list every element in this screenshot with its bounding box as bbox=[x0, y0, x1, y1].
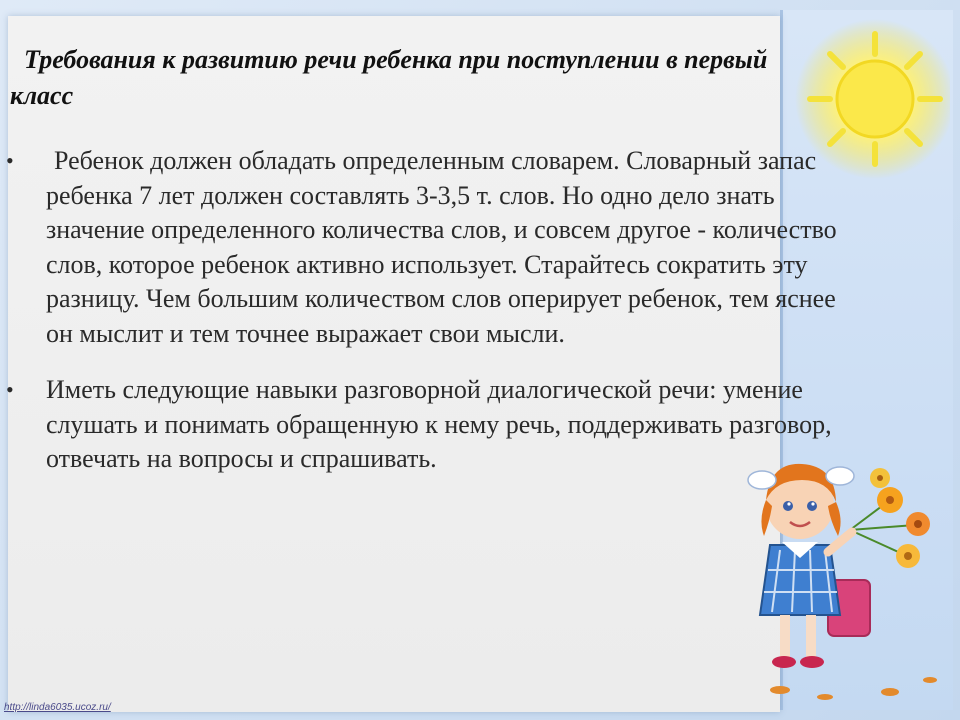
bullet-item bbox=[6, 373, 846, 477]
bullet-text: Иметь следующие навыки разговорной диалогической речи: умение слушать и понимать обращенную к нему речь, поддерживать разговор, отвечать на вопросы и спрашивать. bbox=[46, 375, 832, 473]
bullet-list bbox=[6, 144, 846, 477]
source-watermark-link[interactable]: http://linda6035.ucoz.ru/ bbox=[4, 702, 111, 713]
bullet-item bbox=[6, 144, 846, 351]
schoolgirl-with-flowers-illustration bbox=[740, 440, 955, 710]
bullet-text: Ребенок должен обладать определенным словарем. Словарный запас ребенка 7 лет должен составлять 3-3,5 т. слов. Но одно дело знать значение определенного количества слов, и совсем другое - количество слов, которое ребенок активно использует. Старайтесь сократить эту разницу. Чем большим количеством слов оперирует ребенок, тем яснее он мыслит и тем точнее выражает свои мысли. bbox=[46, 146, 837, 348]
bullet-marker: • bbox=[6, 148, 14, 173]
bullet-marker: • bbox=[6, 377, 14, 402]
slide-title: Требования к развитию речи ребенка при поступлении в первый класс bbox=[10, 45, 768, 110]
